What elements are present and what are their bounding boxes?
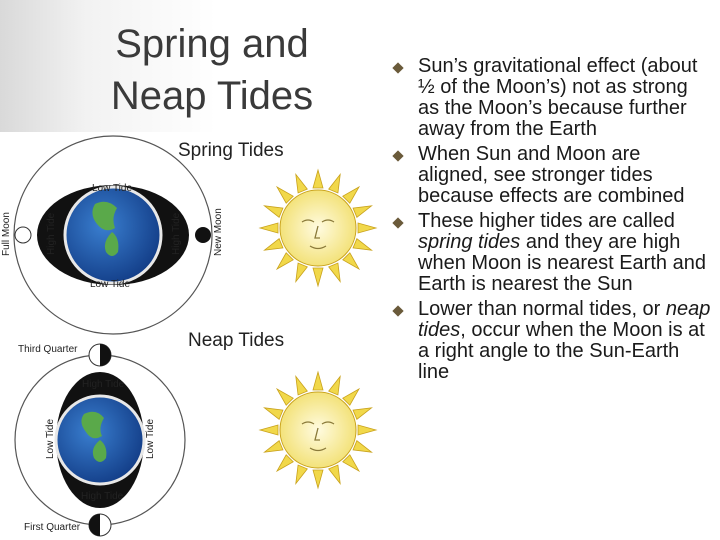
neap-high-tide-top: High Tide — [82, 379, 125, 390]
first-quarter-moon-icon — [89, 514, 111, 536]
first-quarter-label: First Quarter — [24, 522, 81, 533]
slide-title — [62, 18, 362, 122]
neap-low-tide-right: Low Tide — [145, 418, 156, 459]
new-moon-icon — [195, 227, 211, 243]
full-moon-label: Full Moon — [1, 212, 12, 256]
bullet-text: Sun’s gravitational effect (about ½ of the Moon’s) not as strong as the Moon’s because further away from the Earth — [418, 55, 698, 140]
diamond-bullet-icon — [392, 217, 403, 228]
neap-sun-icon — [260, 372, 376, 488]
diamond-bullet-icon — [392, 62, 403, 73]
diamond-bullet-icon — [392, 150, 403, 161]
bullet-text-emphasis: neap tides — [418, 298, 711, 341]
diamond-bullet-icon — [392, 305, 403, 316]
bullet-item — [392, 211, 712, 295]
spring-high-tide-right: High Tide — [171, 212, 182, 255]
spring-high-tide-left: High Tide — [46, 212, 57, 255]
neap-high-tide-bottom: High Tide — [81, 491, 124, 502]
title-line-2: Neap Tides — [110, 74, 314, 118]
spring-low-tide-bottom: Low Tide — [90, 279, 131, 290]
bullet-text-post: and they are high when Moon is nearest Earth and Earth is nearest the Sun — [418, 231, 706, 295]
bullet-list — [392, 56, 712, 387]
neap-low-tide-left: Low Tide — [45, 418, 56, 459]
tides-diagram — [0, 132, 378, 540]
bullet-text-post: , occur when the Moon is at a right angle to the Sun-Earth line — [418, 319, 705, 383]
bullet-item — [392, 299, 712, 383]
spring-low-tide-top: Low Tide — [92, 183, 133, 194]
tides-diagram-svg — [0, 132, 378, 540]
third-quarter-label: Third Quarter — [18, 344, 78, 355]
third-quarter-moon-icon — [89, 344, 111, 366]
spring-tides-heading: Spring Tides — [178, 140, 284, 161]
bullet-item — [392, 144, 712, 207]
bullet-text-pre: These higher tides are called — [418, 210, 675, 232]
neap-tides-heading: Neap Tides — [188, 330, 285, 351]
bullet-item — [392, 56, 712, 140]
bullet-text-pre: Lower than normal tides, or — [418, 298, 666, 320]
bullet-text: When Sun and Moon are aligned, see stronger tides because effects are combined — [418, 143, 685, 207]
spring-sun-icon — [260, 170, 376, 286]
title-line-1: Spring and — [115, 22, 309, 66]
new-moon-label: New Moon — [213, 208, 224, 256]
bullet-text-emphasis: spring tides — [418, 231, 521, 253]
full-moon-icon — [15, 227, 31, 243]
